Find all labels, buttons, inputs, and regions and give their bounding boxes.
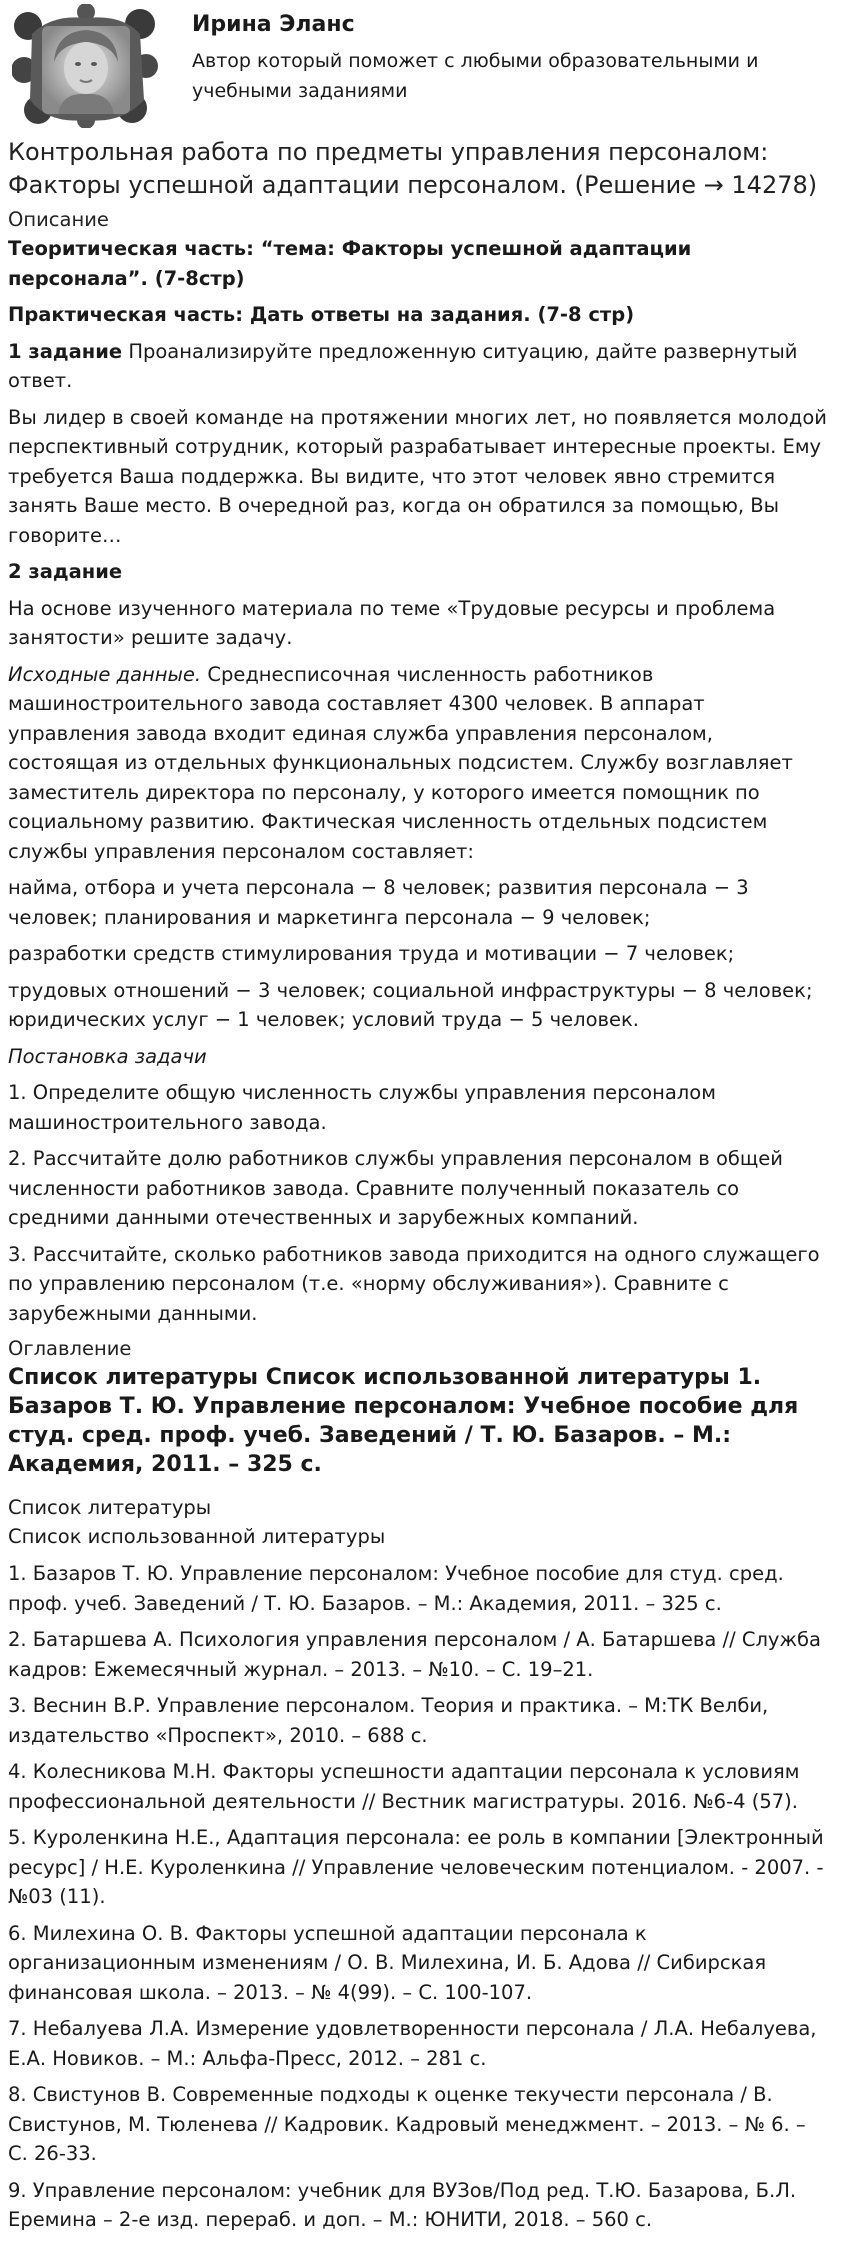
task2-line3: трудовых отношений − 3 человек; социальной инфраструктуры − 8 человек; юридических услуг − 1 человек; условий труда − 5 человек.: [8, 978, 813, 1031]
task1-heading: 1 задание: [8, 339, 123, 363]
task2-line1: найма, отбора и учета персонала − 8 человек; развития персонала − 3 человек; планирования и маркетинга персонала − 9 человек;: [8, 876, 749, 929]
toc-heading: Список литературы Список использованной литературы 1. Базаров Т. Ю. Управление персоналом: Учебное пособие для студ. сред. проф. учеб. Заведений / Т. Ю. Базаров. – М.: Академия, 2011. – 325 с.: [8, 1365, 799, 1477]
task1-intro: Проанализируйте предложенную ситуацию, дайте развернутый ответ.: [8, 339, 798, 392]
author-card: [8, 0, 829, 132]
task2-heading: 2 задание: [8, 560, 123, 583]
description-label: Описание: [8, 208, 109, 231]
literature-item: 3. Веснин В.Р. Управление персоналом. Теория и практика. – М:ТК Велби, издательство «Проспект», 2010. – 688 с.: [8, 1694, 769, 1747]
task2-question-3: 3. Рассчитайте, сколько работников завода приходится на одного служащего по управлению персоналом (т.е. «норму обслуживания»). Сравните с зарубежными данными.: [8, 1242, 820, 1325]
literature-used-label: Список использованной литературы: [8, 1525, 386, 1548]
literature-item: 6. Милехина О. В. Факторы успешной адаптации персонала к организационным изменениям / О. В. Милехина, И. Б. Адова // Сибирская финансовая школа. – 2013. – № 4(99). – С. 100-107.: [8, 1921, 767, 2004]
practice-part: Практическая часть: Дать ответы на задания. (7-8 стр): [8, 303, 635, 326]
task2-source-text: Среднесписочная численность работников машиностроительного завода составляет 4300 человек. В аппарат управления завода входит единая служба управления персоналом, состоящая из отдельных функциональных подсистем. Службу возглавляет заместитель директора по персоналу, у которого имеется помощник по социальному развитию. Фактическая численность отдельных подсистем службы управления персоналом составляет:: [8, 662, 793, 863]
task2-question-2: 2. Рассчитайте долю работников службы управления персоналом в общей численности работников завода. Сравните полученный показатель со средними данными отечественных и зарубежных компаний.: [8, 1147, 783, 1229]
literature-item: 5. Куроленкина Н.Е., Адаптация персонала: ее роль в компании [Электронный ресурс] / Н.Е. Куроленкина // Управление человеческим потенциалом. - 2007. - №03 (11).: [8, 1826, 824, 1908]
literature-label: Список литературы: [8, 1496, 212, 1519]
page-title: Контрольная работа по предметы управления персоналом: Факторы успешной адаптации персоналом. (Решение → 14278): [8, 138, 818, 199]
author-name[interactable]: Ирина Эланс: [192, 12, 355, 37]
literature-item: 1. Базаров Т. Ю. Управление персоналом: Учебное пособие для студ. сред. проф. учеб. Заведений / Т. Ю. Базаров. – М.: Академия, 2011. – 325 с.: [8, 1562, 784, 1615]
task2-question-1: 1. Определите общую численность службы управления персоналом машиностроительного завода.: [8, 1081, 716, 1134]
task2-source-paragraph: [8, 660, 829, 867]
literature-item: 2. Батаршева А. Психология управления персоналом / А. Батаршева // Служба кадров: Ежемесячный журнал. – 2013. – №10. – С. 19–21.: [8, 1628, 822, 1681]
task2-line2: разработки средств стимулирования труда и мотивации − 7 человек;: [8, 942, 735, 965]
literature-item: 4. Колесникова М.Н. Факторы успешности адаптации персонала к условиям профессиональной деятельности // Вестник магистратуры. 2016. №6-4 (57).: [8, 1760, 800, 1813]
task2-statement-label: Постановка задачи: [8, 1044, 207, 1068]
literature-item: 9. Управление персоналом: учебник для ВУЗов/Под ред. Т.Ю. Базарова, Б.Л. Еремина – 2-е изд. перераб. и доп. – М.: ЮНИТИ, 2018. – 560 с.: [8, 2178, 797, 2231]
toc-label: Оглавление: [8, 1337, 132, 1360]
task1-paragraph: [8, 337, 829, 396]
author-description: Автор который поможет с любыми образовательными и учебными заданиями: [192, 50, 759, 102]
literature-item: 7. Небалуева Л.А. Измерение удовлетворенности персонала / Л.А. Небалуева, Е.А. Новиков. – М.: Альфа-Пресс, 2012. – 281 с.: [8, 2017, 817, 2070]
author-avatar: [12, 4, 158, 128]
task2-intro: На основе изученного материала по теме «Трудовые ресурсы и проблема занятости» решите задачу.: [8, 596, 776, 649]
task1-text: Вы лидер в своей команде на протяжении многих лет, но появляется молодой перспективный сотрудник, который разрабатывает интересные проекты. Ему требуется Ваша поддержка. Вы видите, что этот человек явно стремится занять Ваше место. В очередной раз, когда он обратился за помощью, Вы говорите…: [8, 405, 827, 547]
literature-item: 8. Свистунов В. Современные подходы к оценке текучести персонала / В. Свистунов, М. Тюленева // Кадровик. Кадровый менеджмент. – 2013. – № 6. – С. 26-33.: [8, 2083, 806, 2165]
theory-part: Теоритическая часть: “тема: Факторы успешной адаптации персонала”. (7-8стр): [8, 237, 692, 290]
task2-source-label: Исходные данные.: [8, 662, 202, 686]
literature-list: [8, 1559, 829, 2235]
